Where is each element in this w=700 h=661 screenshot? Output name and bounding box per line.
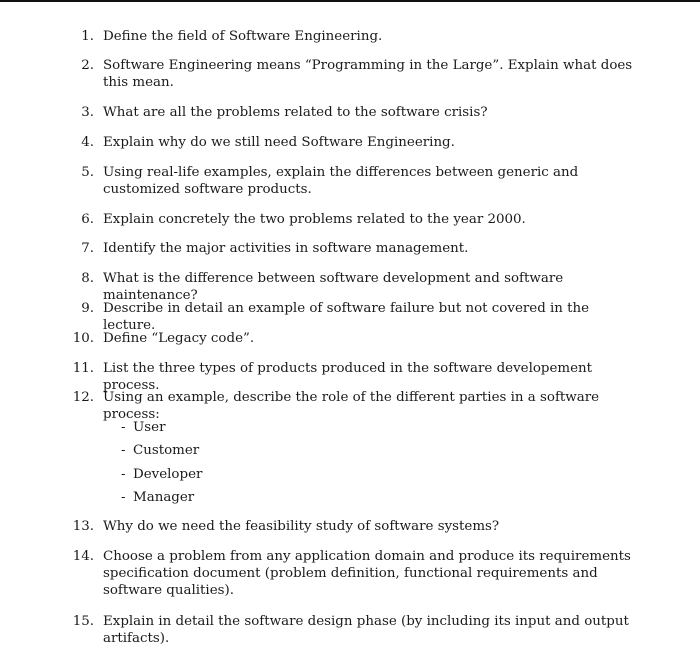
- list-dash: -: [121, 467, 126, 482]
- party-label: Manager: [133, 490, 195, 505]
- question-text: Explain concretely the two problems related to the year 2000.: [103, 212, 526, 227]
- list-dash: -: [121, 443, 126, 458]
- question-number: 15.: [72, 614, 94, 629]
- question-number: 5.: [81, 165, 94, 180]
- question-number: 3.: [81, 105, 94, 120]
- list-dash: -: [121, 420, 126, 435]
- party-label: Customer: [133, 443, 200, 458]
- question-text: Describe in detail an example of software failure but not covered in the lecture.: [103, 301, 590, 333]
- question-number: 13.: [72, 519, 94, 534]
- party-item-manager: [121, 489, 194, 506]
- party-item-customer: [121, 442, 199, 459]
- question-text: Software Engineering means “Programming in the Large”. Explain what does this mean.: [103, 58, 633, 90]
- question-text: What is the difference between software development and software maintenance?: [103, 271, 564, 303]
- party-label: Developer: [133, 467, 203, 482]
- question-text: What are all the problems related to the software crisis?: [103, 105, 488, 120]
- question-number: 9.: [81, 301, 94, 316]
- party-item-user: [121, 419, 165, 436]
- question-text: List the three types of products produced in the software developement process.: [103, 361, 593, 393]
- question-text: Define “Legacy code”.: [103, 331, 255, 346]
- question-text: Why do we need the feasibility study of software systems?: [103, 519, 500, 534]
- question-number: 8.: [81, 271, 94, 286]
- question-text: Choose a problem from any application domain and produce its requirements specification document (problem definition, functional requirements and software qualities).: [103, 549, 631, 598]
- question-number: 12.: [72, 390, 94, 405]
- list-dash: -: [121, 490, 126, 505]
- question-number: 1.: [81, 29, 94, 44]
- party-label: User: [133, 420, 166, 435]
- question-text: Using real-life examples, explain the differences between generic and customized software products.: [103, 165, 579, 197]
- question-text: Explain why do we still need Software Engineering.: [103, 135, 455, 150]
- question-number: 7.: [81, 241, 94, 256]
- question-text: Explain in detail the software design phase (by including its input and output artifacts).: [103, 614, 629, 646]
- party-item-developer: [121, 466, 202, 483]
- question-number: 4.: [81, 135, 94, 150]
- question-text: Define the field of Software Engineering.: [103, 29, 383, 44]
- question-number: 14.: [72, 549, 94, 564]
- question-number: 10.: [72, 331, 94, 346]
- question-number: 11.: [72, 361, 94, 376]
- question-number: 6.: [81, 212, 94, 227]
- question-text: Identify the major activities in software management.: [103, 241, 469, 256]
- question-text: Using an example, describe the role of the different parties in a software process:: [103, 390, 600, 422]
- question-number: 2.: [81, 58, 94, 73]
